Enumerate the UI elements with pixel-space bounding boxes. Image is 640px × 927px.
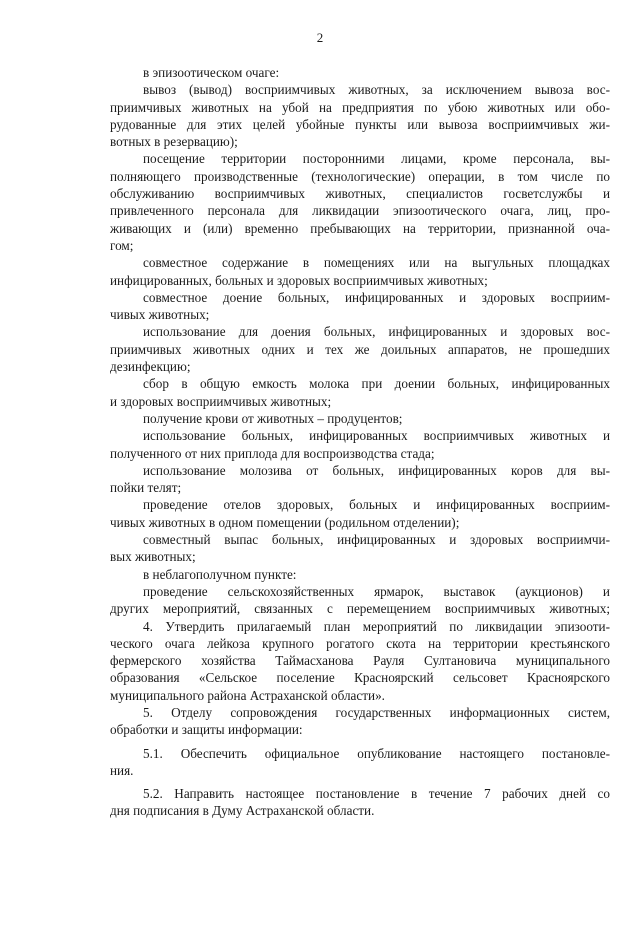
text-line: в неблагополучном пункте: bbox=[143, 566, 297, 582]
text-line: ния. bbox=[110, 762, 134, 778]
text-line: муниципального района Астраханской области». bbox=[110, 687, 385, 703]
text-line: ческого очага лейкоза крупного рогатого скота на территории крестьянского bbox=[110, 635, 610, 651]
text-line: 5.1. Обеспечить официальное опубликование настоящего постановле- bbox=[143, 745, 610, 761]
text-line: проведение отелов здоровых, больных и инфицированных восприим- bbox=[143, 497, 610, 513]
text-line: чивых животных; bbox=[110, 307, 210, 323]
text-line: проведение сельскохозяйственных ярмарок, выставок (аукционов) и bbox=[143, 583, 610, 599]
text-line: других мероприятий, связанных с перемещением восприимчивых животных; bbox=[110, 601, 610, 617]
text-line: рудованные для этих целей убойные пункты или вывоза восприимчивых жи- bbox=[110, 116, 610, 132]
text-line: фермерского хозяйства Таймасханова Рауля Султановича муниципального bbox=[110, 653, 610, 669]
text-line: посещение территории посторонними лицами, кроме персонала, вы- bbox=[143, 151, 610, 167]
text-line: привлеченного персонала для ликвидации эпизоотического очага, лиц, про- bbox=[110, 203, 610, 219]
text-line: совместный выпас больных, инфицированных и здоровых восприимчи- bbox=[143, 532, 610, 548]
document-body bbox=[110, 64, 610, 820]
text-line: обработки и защиты информации: bbox=[110, 722, 303, 738]
text-line: дня подписания в Думу Астраханской области. bbox=[110, 803, 375, 819]
text-line: совместное доение больных, инфицированных и здоровых восприим- bbox=[143, 289, 610, 305]
text-line: дезинфекцию; bbox=[110, 359, 191, 375]
text-line: живающих и (или) временно пребывающих на территории, признанной оча- bbox=[110, 220, 610, 236]
text-line: использование молозива от больных, инфицированных коров для вы- bbox=[143, 462, 610, 478]
text-line: использование для доения больных, инфицированных и здоровых вос- bbox=[143, 324, 610, 340]
text-line: полняющего производственные (технологические) операции, в том числе по bbox=[110, 168, 610, 184]
text-line: пойки телят; bbox=[110, 480, 182, 496]
text-line: обслуживанию восприимчивых животных, специалистов госветслужбы и bbox=[110, 186, 610, 202]
text-line: вывоз (вывод) восприимчивых животных, за исключением вывоза вос- bbox=[143, 82, 610, 98]
text-line: вых животных; bbox=[110, 549, 196, 565]
text-line: вотных в резервацию); bbox=[110, 134, 238, 150]
text-line: в эпизоотическом очаге: bbox=[143, 65, 280, 80]
text-line: приимчивых животных одних и тех же доильных аппаратов, не прошедших bbox=[110, 341, 610, 357]
text-line: гом; bbox=[110, 237, 134, 253]
text-line: 5.2. Направить настоящее постановление в течение 7 рабочих дней со bbox=[143, 786, 610, 802]
text-line: чивых животных в одном помещении (родильном отделении); bbox=[110, 514, 460, 530]
text-line: получение крови от животных – продуцентов; bbox=[143, 410, 403, 426]
text-line: и здоровых восприимчивых животных; bbox=[110, 393, 332, 409]
text-line: полученного от них приплода для воспроизводства стада; bbox=[110, 445, 435, 461]
text-line: использование больных, инфицированных восприимчивых животных и bbox=[143, 428, 610, 444]
text-line: сбор в общую емкость молока при доении больных, инфицированных bbox=[143, 376, 610, 392]
text-line: образования «Сельское поселение Красноярский сельсовет Красноярского bbox=[110, 670, 610, 686]
page-number: 2 bbox=[316, 30, 324, 45]
text-line: 4. Утвердить прилагаемый план мероприятий по ликвидации эпизооти- bbox=[143, 618, 610, 634]
text-line: инфицированных, больных и здоровых восприимчивых животных; bbox=[110, 272, 488, 288]
text-line: совместное содержание в помещениях или на выгульных площадках bbox=[143, 255, 610, 271]
text-line: приимчивых животных на убой на предприятия по убою животных или обо- bbox=[110, 99, 610, 115]
text-line: 5. Отделу сопровождения государственных информационных систем, bbox=[143, 704, 610, 720]
